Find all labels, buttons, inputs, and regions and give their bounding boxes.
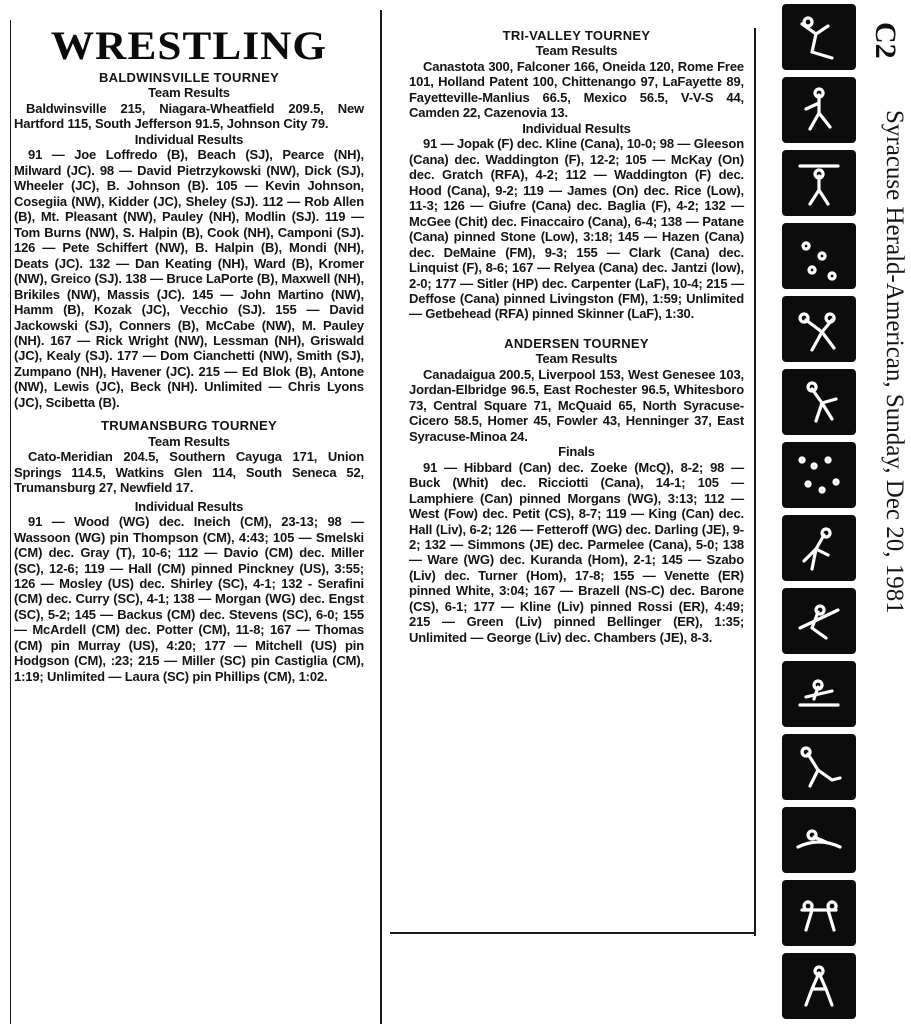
baldwinsville-team-head: Team Results	[148, 85, 230, 101]
bowling-icon	[782, 223, 856, 289]
figure-skater-icon	[782, 77, 856, 143]
trivalley-team-results: Canastota 300, Falconer 166, Oneida 120, Rome Free 101, Holland Patent 100, Chittenango 97, LaFayette 89, Fayetteville-Manlius 66.5, Mexico 56.5, V-V-S 44, Camden 22, Cazenovia 13.	[409, 58, 744, 121]
runner-icon	[782, 515, 856, 581]
box-rule-bottom	[390, 932, 755, 934]
weightlifter-icon	[782, 150, 856, 216]
wrestlers-icon	[782, 296, 856, 362]
trivalley-individual-results: 91 — Jopak (F) dec. Kline (Cana), 10-0; 98 — Gleeson (Cana) dec. Waddington (F), 12-2; 105 — McKay (On) dec. Gratch (RFA), 4-2; 112 — Waddington (F) dec. Hood (Cana), 9-2; 119 — James (On) dec. Rice (Low), 11-3; 126 — Giufre (Cana) dec. Baglia (F), 4-2; 132 — McGee (Chit) dec. Finaccairo (Cana), 6-4; 138 — Patane (Cana) pinned Stone (Low), 3:18; 145 — Hazen (Cana) dec. DeMaine (FM), 9-3; 155 — Clark (Cana) dec. Linquist (F), 8-6; 167 — Relyea (Cana) dec. Jantzi (low), 2-0; 177 — Sitler (HP) dec. Carpenter (LaF), 10-4; 215 — Deffose (Cana) pinned Livingston (FM), 1:59; Unlimited — Getbehead (RFA) pinned Skinner (LaF), 1:30.	[409, 136, 744, 322]
baldwinsville-team-results: Baldwinsville 215, Niagara-Wheatfield 209.5, New Hartford 115, South Jefferson 91.5, Johnson City 79.	[14, 100, 364, 132]
column-rule-left	[10, 20, 11, 1024]
trivalley-team-head: Team Results	[535, 43, 618, 59]
ski-jumper-icon	[782, 588, 856, 654]
column-rule-middle	[380, 10, 382, 1024]
andersen-title: ANDERSEN TOURNEY	[504, 335, 649, 351]
trumansburg-individual-results: 91 — Wood (WG) dec. Ineich (CM), 23-13; 98 — Wassoon (WG) pin Thompson (CM), 4:43; 105 — Smelski (CM) dec. Gray (T), 10-6; 112 — Davio (CM) dec. Miller (SC), 12-6; 119 — Hall (CM) pinned Pinckney (US), 3:55; 126 — Mosley (US) dec. Shirley (SC), 4-1; 132 - Serafini (CM) dec. Curry (SC), 4-1; 138 — Morgan (WG) dec. Engst (SC), 5-2; 145 — Backus (CM) dec. Stevens (SC), 6-0; 155 — McArdell (CM) dec. Potter (CM), 11-8; 167 — Thomas (CM) pin Murray (US), 4:20; 177 — Mitchell (US) pin Hodgson (CM), :23; 215 — Miller (SC) pin Castiglia (CM), 1:19; Unlimited — Laura (SC) pin Phillips (CM), 1:02.	[14, 514, 364, 684]
baldwinsville-title: BALDWINSVILLE TOURNEY	[98, 70, 280, 85]
hockey-player-icon	[782, 734, 856, 800]
section-banner: WRESTLING	[50, 23, 328, 68]
sledding-icon	[782, 661, 856, 727]
page-number: C2	[869, 22, 902, 59]
tumbler-icon	[782, 953, 856, 1019]
gymnast-icon	[782, 369, 856, 435]
sports-icon-strip	[782, 0, 856, 1024]
swimmer-icon	[782, 807, 856, 873]
trumansburg-title: TRUMANSBURG TOURNEY	[101, 418, 277, 434]
skier-icon	[782, 4, 856, 70]
baldwinsville-individual-head: Individual Results	[134, 131, 244, 147]
newspaper-masthead: Syracuse Herald-American, Sunday, Dec 20, 1981	[881, 110, 908, 614]
trumansburg-individual-head: Individual Results	[134, 498, 244, 514]
middle-column	[409, 28, 744, 645]
andersen-finals-results: 91 — Hibbard (Can) dec. Zoeke (McQ), 8-2; 98 — Buck (Whit) dec. Ricciotti (Cana), 14-1; 105 — Lamphiere (Can) pinned Morgans (WG), 3:13; 112 — West (Fow) dec. Petit (CS), 8-7; 119 — King (Can) dec. Hall (Liv), 6-2; 126 — Fetteroff (WG) dec. Darling (JE), 9-2; 132 — Simmons (JE) dec. Parmelee (Cana), 5-0; 138 — Ware (WG) dec. Kuranda (Hom), 2-1; 145 — Szabo (Liv) dec. Turner (Hom), 17-8; 155 — Venette (ER) pinned White, 3:04; 167 — Brazell (NS-C) dec. Barone (CS), 6-1; 177 — Kline (Liv) pinned Rossi (ER), 4:49; 215 — Green (Liv) pinned Bellinger (ER), 1:35; Unlimited — George (Liv) dec. Chambers (JE), 8-3.	[409, 459, 744, 645]
andersen-finals-head: Finals	[558, 444, 595, 460]
andersen-team-head: Team Results	[535, 351, 618, 367]
column-rule-right	[754, 28, 756, 936]
trumansburg-team-head: Team Results	[148, 433, 230, 449]
trivalley-title: TRI-VALLEY TOURNEY	[502, 28, 651, 43]
dice-sports-icon	[782, 442, 856, 508]
trumansburg-team-results: Cato-Meridian 204.5, Southern Cayuga 171, Union Springs 114.5, Watkins Glen 114, South Seneca 52, Trumansburg 27, Newfield 17.	[14, 449, 364, 496]
trivalley-individual-head: Individual Results	[522, 120, 631, 136]
left-column	[14, 23, 364, 684]
page-side-strip	[760, 0, 911, 1024]
wrestler-pin-icon	[782, 880, 856, 946]
baldwinsville-individual-results: 91 — Joe Loffredo (B), Beach (SJ), Pearce (NH), Milward (JC). 98 — David Pietrzykowski (NW), Dick (SJ), Wheeler (JC), B. Johnson (B). 105 — Kevin Johnson, Cosegiia (NW), Kidder (JC), Sheley (SJ). 112 — Rob Allen (B), Mt. Pleasant (NW), Pauley (NH), Modlin (SJ). 119 — Tom Burns (NW), S. Halpin (B), Cook (NH), Camponi (SJ). 126 — Pete Schiffert (NW), B. Halpin (B), Mondi (NH), Deats (JC). 132 — Dan Keating (NH), Ward (B), Kromer (NW), Greico (SJ). 138 — Bruce LaPorte (B), Maxwell (NH), Brikiles (NW), Massis (JC). 145 — John Martino (NW), Hamm (B), Kozak (JC), Vecchio (SJ). 155 — David Jackowski (SJ), Conners (B), McCabe (NW), M. Pauley (NH). 167 — Rick Wright (NW), Lessman (NH), Griswald (JC), Kealy (SJ). 177 — Dom Cianchetti (NW), Smith (SJ), Zumpano (NH), Havener (JC). 215 — Ed Blok (B), Antone (NW), Lewis (JC), Beck (NH). Unlimited — Chris Lyons (JC), Scibetta (B).	[14, 147, 364, 410]
andersen-team-results: Canadaigua 200.5, Liverpool 153, West Genesee 103, Jordan-Elbridge 96.5, East Rochester 96.5, Whitesboro 73, Central Square 71, McQuaid 65, North Syracuse-Cicero 58.5, Homer 45, Fowler 43, Henninger 37, East Syracuse-Minoa 24.	[409, 366, 744, 444]
